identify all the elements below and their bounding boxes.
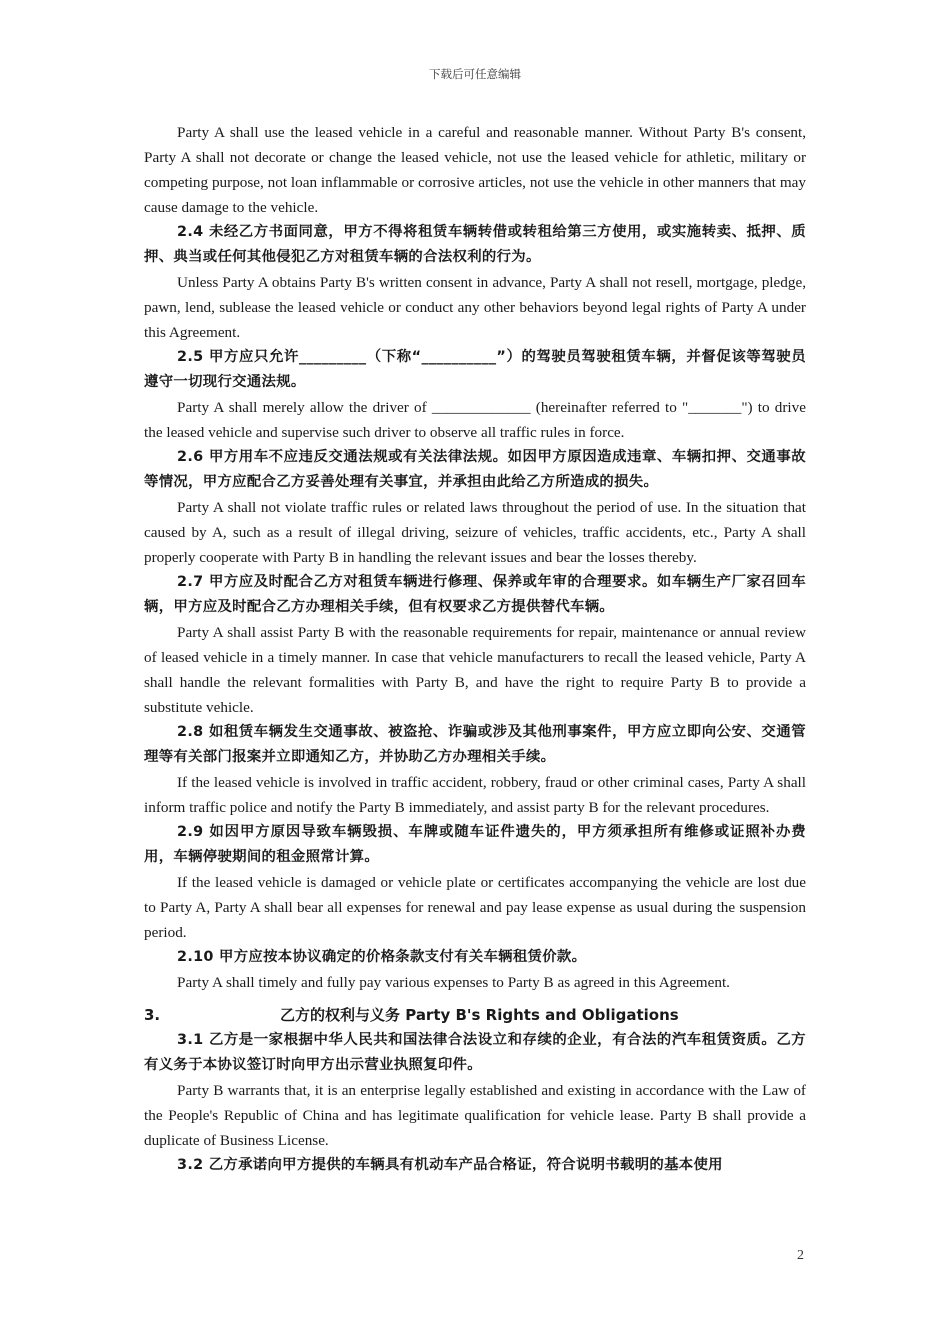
paragraph: 2.7 甲方应及时配合乙方对租赁车辆进行修理、保养或年审的合理要求。如车辆生产厂家召回车辆，甲方应及时配合乙方办理相关手续，但有权要求乙方提供替代车辆。	[144, 574, 806, 615]
paragraph: 2.5 甲方应只允许_________（下称“__________”）的驾驶员驾驶租赁车辆，并督促该等驾驶员遵守一切现行交通法规。	[144, 349, 806, 390]
paragraph: Party A shall timely and fully pay various expenses to Party B as agreed in this Agreement.	[177, 974, 730, 991]
paragraph: Party A shall assist Party B with the reasonable requirements for repair, maintenance or annual review of leased vehicle in a timely manner. In case that vehicle manufacturers to recall the leased vehicle, Party A shall handle the relevant formalities with Party B, and have the right to require Party B to provide a substitute vehicle.	[144, 624, 806, 716]
document-body	[144, 120, 806, 1178]
paragraph: Party A shall merely allow the driver of _____________ (hereinafter referred to "_______") to drive the leased vehicle and supervise such driver to observe all traffic rules in force.	[144, 399, 806, 441]
page-header: 下载后可任意编辑	[429, 67, 521, 81]
paragraph: Party B warrants that, it is an enterprise legally established and existing in accordance with the Law of the People's Republic of China and has legitimate qualification for vehicle lease. Party B shall provide a duplicate of Business License.	[144, 1082, 806, 1149]
paragraph: 2.8 如租赁车辆发生交通事故、被盗抢、诈骗或涉及其他刑事案件，甲方应立即向公安、交通管理等有关部门报案并立即通知乙方，并协助乙方办理相关手续。	[144, 724, 806, 765]
paragraph: Party A shall use the leased vehicle in a careful and reasonable manner. Without Party B's consent, Party A shall not decorate or change the leased vehicle, not use the leased vehicle for athletic, military or competing purpose, not loan inflammable or corrosive articles, not use the vehicle in other manners that may cause damage to the vehicle.	[144, 124, 806, 216]
section-heading	[144, 1003, 806, 1028]
paragraph: 3.1 乙方是一家根据中华人民共和国法律合法设立和存续的企业，有合法的汽车租赁资质。乙方有义务于本协议签订时向甲方出示营业执照复印件。	[144, 1032, 806, 1073]
paragraph: If the leased vehicle is involved in traffic accident, robbery, fraud or other criminal cases, Party A shall inform traffic police and notify the Party B immediately, and assist party B for the relevant procedures.	[144, 774, 806, 816]
paragraph: 2.9 如因甲方原因导致车辆毁损、车牌或随车证件遗失的，甲方须承担所有维修或证照补办费用，车辆停驶期间的租金照常计算。	[144, 824, 806, 865]
section-number: 3.	[144, 1006, 161, 1024]
paragraph: 2.6 甲方用车不应违反交通法规或有关法律法规。如因甲方原因造成违章、车辆扣押、交通事故等情况，甲方应配合乙方妥善处理有关事宜，并承担由此给乙方所造成的损失。	[144, 449, 806, 490]
section-title: 乙方的权利与义务 Party B's Rights and Obligations	[280, 1006, 679, 1024]
paragraph: 3.2 乙方承诺向甲方提供的车辆具有机动车产品合格证，符合说明书载明的基本使用	[177, 1157, 723, 1173]
paragraph: Party A shall not violate traffic rules or related laws throughout the period of use. In the situation that caused by A, such as a result of illegal driving, seizure of vehicles, traffic accidents, etc., Party A shall properly cooperate with Party B in handling the relevant issues and bear the losses thereby.	[144, 499, 806, 566]
paragraph: 2.4 未经乙方书面同意，甲方不得将租赁车辆转借或转租给第三方使用，或实施转卖、抵押、质押、典当或任何其他侵犯乙方对租赁车辆的合法权利的行为。	[144, 224, 806, 265]
paragraph: If the leased vehicle is damaged or vehicle plate or certificates accompanying the vehicle are lost due to Party A, Party A shall bear all expenses for renewal and pay lease expense as usual during the suspension period.	[144, 874, 806, 941]
page-number: 2	[797, 1248, 804, 1263]
paragraph: Unless Party A obtains Party B's written consent in advance, Party A shall not resell, mortgage, pledge, pawn, lend, sublease the leased vehicle or conduct any other behaviors beyond legal rights of Party A under this Agreement.	[144, 274, 806, 341]
paragraph: 2.10 甲方应按本协议确定的价格条款支付有关车辆租赁价款。	[177, 949, 587, 965]
